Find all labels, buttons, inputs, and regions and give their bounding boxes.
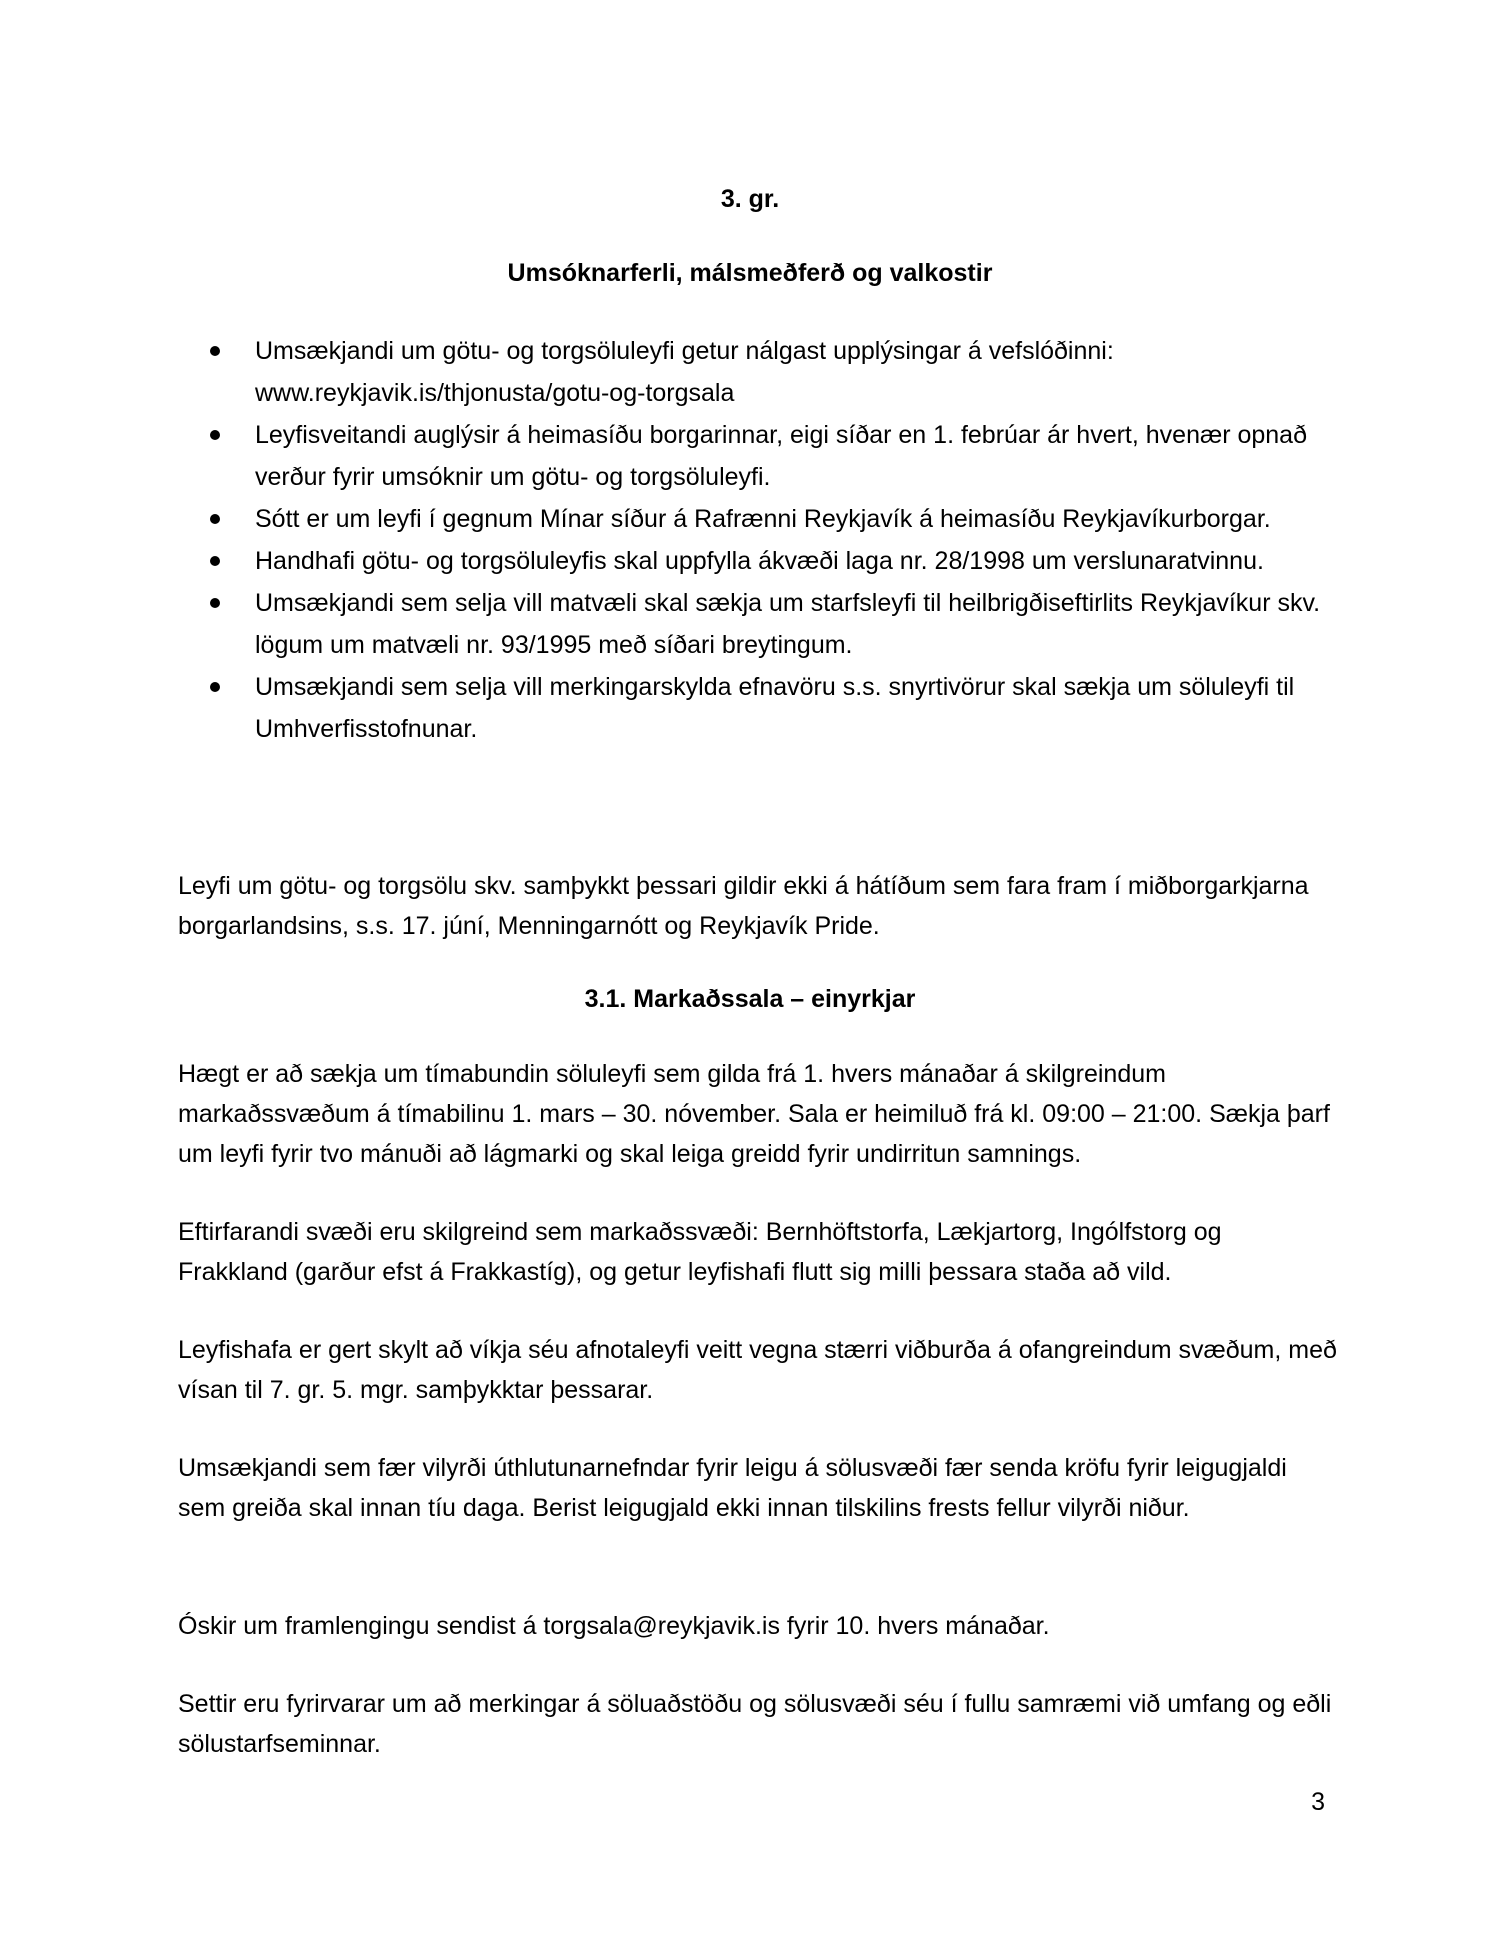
- paragraph: Umsækjandi sem fær vilyrði úthlutunarnefndar fyrir leigu á sölusvæði fær senda kröfu fyrir leigugjaldi sem greiða skal innan tíu daga. Berist leigugjald ekki innan tilskilins frests fellur vilyrði niður.: [178, 1454, 1287, 1522]
- list-item-text: Handhafi götu- og torgsöluleyfis skal uppfylla ákvæði laga nr. 28/1998 um verslunaratvinnu.: [255, 547, 1264, 575]
- list-item: [210, 330, 1340, 414]
- list-item: [210, 498, 1340, 540]
- bullet-icon: [210, 682, 220, 692]
- bullet-icon: [210, 430, 220, 440]
- paragraph-festivals: Leyfi um götu- og torgsölu skv. samþykkt þessari gildir ekki á hátíðum sem fara fram í miðborgarkjarna borgarlandsins, s.s. 17. júní, Menningarnótt og Reykjavík Pride.: [178, 872, 1309, 940]
- article-number: 3. gr.: [720, 185, 780, 213]
- list-item-text: Umsækjandi um götu- og torgsöluleyfi getur nálgast upplýsingar á vefslóðinni: www.reykjavik.is/thjonusta/gotu-og-torgsala: [255, 337, 1114, 407]
- article-title: Umsóknarferli, málsmeðferð og valkostir: [507, 259, 993, 287]
- page-number: 3: [1311, 1788, 1325, 1816]
- list-item: [210, 414, 1340, 498]
- paragraph: Hægt er að sækja um tímabundin söluleyfi sem gilda frá 1. hvers mánaðar á skilgreindum markaðssvæðum á tímabilinu 1. mars – 30. nóvember. Sala er heimiluð frá kl. 09:00 – 21:00. Sækja þarf um leyfi fyrir tvo mánuði að lágmarki og skal leiga greidd fyrir undirritun samnings.: [178, 1060, 1330, 1168]
- list-item-text: Umsækjandi sem selja vill matvæli skal sækja um starfsleyfi til heilbrigðiseftirlits Reykjavíkur skv. lögum um matvæli nr. 93/1995 með síðari breytingum.: [255, 589, 1321, 659]
- bullet-list: [210, 330, 1340, 750]
- section-title: 3.1. Markaðssala – einyrkjar: [584, 985, 916, 1013]
- list-item: [210, 540, 1340, 582]
- paragraph: Óskir um framlengingu sendist á torgsala@reykjavik.is fyrir 10. hvers mánaðar.: [178, 1612, 1050, 1640]
- paragraph: Eftirfarandi svæði eru skilgreind sem markaðssvæði: Bernhöftstorfa, Lækjartorg, Ingólfstorg og Frakkland (garður efst á Frakkastíg), og getur leyfishafi flutt sig milli þessara staða að vild.: [178, 1218, 1222, 1286]
- bullet-icon: [210, 556, 220, 566]
- bullet-icon: [210, 346, 220, 356]
- list-item: [210, 582, 1340, 666]
- list-item-text: Umsækjandi sem selja vill merkingarskylda efnavöru s.s. snyrtivörur skal sækja um söluleyfi til Umhverfisstofnunar.: [255, 673, 1295, 743]
- list-item-text: Leyfisveitandi auglýsir á heimasíðu borgarinnar, eigi síðar en 1. febrúar ár hvert, hvenær opnað verður fyrir umsóknir um götu- og torgsöluleyfi.: [255, 421, 1307, 491]
- list-item-text: Sótt er um leyfi í gegnum Mínar síður á Rafrænni Reykjavík á heimasíðu Reykjavíkurborgar.: [255, 505, 1271, 533]
- paragraph: Leyfishafa er gert skylt að víkja séu afnotaleyfi veitt vegna stærri viðburða á ofangreindum svæðum, með vísan til 7. gr. 5. mgr. samþykktar þessarar.: [178, 1336, 1337, 1404]
- list-item: [210, 666, 1340, 750]
- bullet-icon: [210, 598, 220, 608]
- paragraph: Settir eru fyrirvarar um að merkingar á söluaðstöðu og sölusvæði séu í fullu samræmi við umfang og eðli sölustarfseminnar.: [178, 1690, 1332, 1758]
- bullet-icon: [210, 514, 220, 524]
